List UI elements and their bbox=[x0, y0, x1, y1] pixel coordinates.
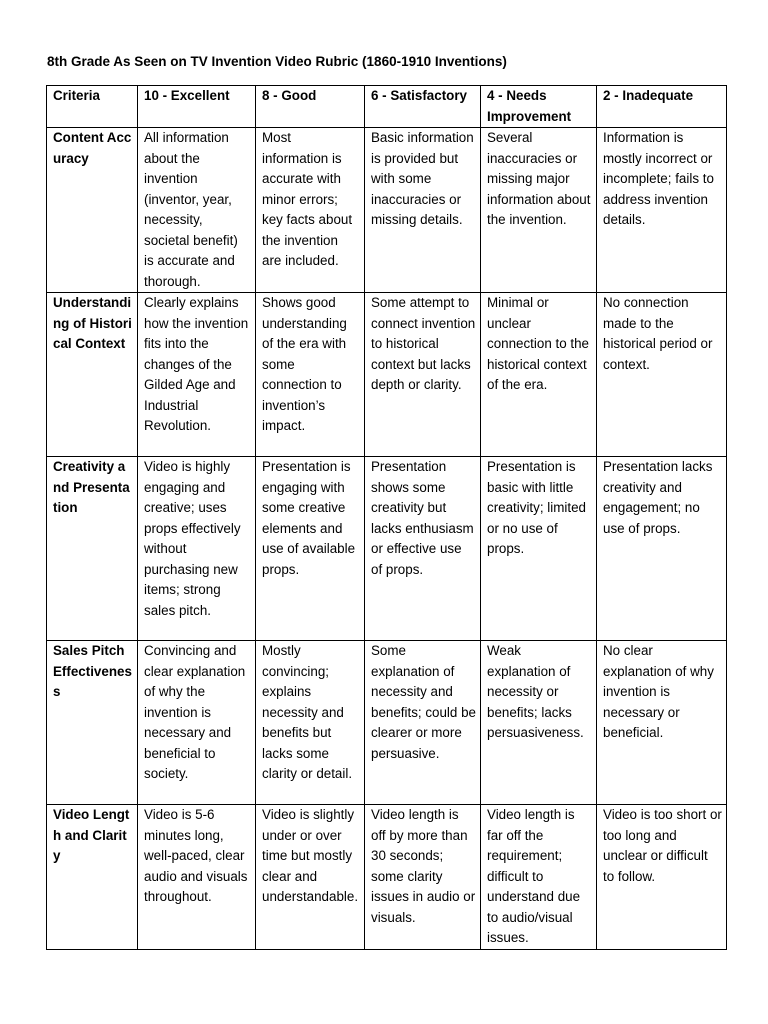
score-6-cell: Basic information is provided but with some inaccuracies or missing details. bbox=[365, 128, 481, 293]
criteria-cell: Sales Pitch Effectiveness bbox=[47, 641, 138, 805]
criteria-cell: Creativity and Presentation bbox=[47, 457, 138, 641]
score-2-cell: Information is mostly incorrect or incomplete; fails to address invention details. bbox=[597, 128, 727, 293]
score-6-cell: Some explanation of necessity and benefits; could be clearer or more persuasive. bbox=[365, 641, 481, 805]
score-10-cell: Clearly explains how the invention fits into the changes of the Gilded Age and Industrial Revolution. bbox=[138, 293, 256, 457]
document-title: 8th Grade As Seen on TV Invention Video Rubric (1860-1910 Inventions) bbox=[47, 54, 507, 69]
score-10-cell: Convincing and clear explanation of why the invention is necessary and beneficial to society. bbox=[138, 641, 256, 805]
score-8-cell: Shows good understanding of the era with some connection to invention’s impact. bbox=[256, 293, 365, 457]
score-8-cell: Video is slightly under or over time but mostly clear and understandable. bbox=[256, 805, 365, 950]
score-4-cell: Presentation is basic with little creativity; limited or no use of props. bbox=[481, 457, 597, 641]
table-row bbox=[47, 457, 727, 641]
score-2-cell: Presentation lacks creativity and engagement; no use of props. bbox=[597, 457, 727, 641]
table-row bbox=[47, 128, 727, 293]
header-satisfactory: 6 - Satisfactory bbox=[365, 86, 481, 128]
criteria-cell: Video Length and Clarity bbox=[47, 805, 138, 950]
score-10-cell: Video is highly engaging and creative; uses props effectively without purchasing new items; strong sales pitch. bbox=[138, 457, 256, 641]
score-2-cell: No connection made to the historical period or context. bbox=[597, 293, 727, 457]
score-8-cell: Presentation is engaging with some creative elements and use of available props. bbox=[256, 457, 365, 641]
score-6-cell: Presentation shows some creativity but lacks enthusiasm or effective use of props. bbox=[365, 457, 481, 641]
table-row bbox=[47, 805, 727, 950]
score-4-cell: Several inaccuracies or missing major information about the invention. bbox=[481, 128, 597, 293]
score-8-cell: Most information is accurate with minor errors; key facts about the invention are included. bbox=[256, 128, 365, 293]
criteria-cell: Content Accuracy bbox=[47, 128, 138, 293]
score-10-cell: All information about the invention (inventor, year, necessity, societal benefit) is accurate and thorough. bbox=[138, 128, 256, 293]
rubric-table bbox=[46, 85, 727, 950]
score-10-cell: Video is 5-6 minutes long, well-paced, clear audio and visuals throughout. bbox=[138, 805, 256, 950]
header-needs-improvement: 4 - Needs Improvement bbox=[481, 86, 597, 128]
score-4-cell: Weak explanation of necessity or benefits; lacks persuasiveness. bbox=[481, 641, 597, 805]
score-2-cell: No clear explanation of why invention is necessary or beneficial. bbox=[597, 641, 727, 805]
header-good: 8 - Good bbox=[256, 86, 365, 128]
score-6-cell: Some attempt to connect invention to historical context but lacks depth or clarity. bbox=[365, 293, 481, 457]
table-header-row bbox=[47, 86, 727, 128]
criteria-cell: Understanding of Historical Context bbox=[47, 293, 138, 457]
header-inadequate: 2 - Inadequate bbox=[597, 86, 727, 128]
score-4-cell: Minimal or unclear connection to the historical context of the era. bbox=[481, 293, 597, 457]
header-criteria: Criteria bbox=[47, 86, 138, 128]
header-excellent: 10 - Excellent bbox=[138, 86, 256, 128]
score-8-cell: Mostly convincing; explains necessity and benefits but lacks some clarity or detail. bbox=[256, 641, 365, 805]
score-2-cell: Video is too short or too long and unclear or difficult to follow. bbox=[597, 805, 727, 950]
table-row bbox=[47, 641, 727, 805]
table-row bbox=[47, 293, 727, 457]
score-4-cell: Video length is far off the requirement; difficult to understand due to audio/visual issues. bbox=[481, 805, 597, 950]
score-6-cell: Video length is off by more than 30 seconds; some clarity issues in audio or visuals. bbox=[365, 805, 481, 950]
